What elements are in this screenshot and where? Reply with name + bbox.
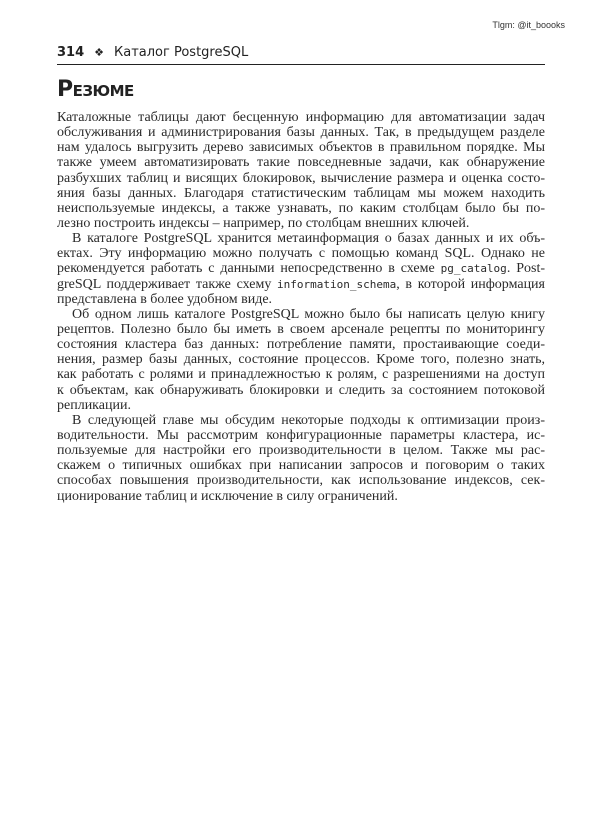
chapter-title: Каталог PostgreSQL xyxy=(114,45,249,60)
text-segment: нения, размер базы данных, состояние процессов. Кроме того, полезно знать, xyxy=(57,352,545,368)
text-segment: разбухших таблиц и висящих блокировок, вычисление размера и оценка состо- xyxy=(57,170,545,186)
text-segment: лезно построить индексы – например, по столбцам внешних ключей. xyxy=(57,215,470,231)
text-segment: неиспользуемые индексы, а также узнавать, по каким столбцам было бы по- xyxy=(57,200,545,216)
text-line xyxy=(57,140,545,155)
text-line xyxy=(57,307,545,322)
text-segment: В следующей главе мы обсудим некоторые подходы к оптимизации произ- xyxy=(72,412,545,428)
text-line xyxy=(57,322,545,337)
text-line xyxy=(57,367,545,382)
text-segment: к объектам, как обнаруживать блокировки и следить за состоянием потоковой xyxy=(57,382,545,398)
text-segment: В каталоге PostgreSQL хранится метаинформация о базах данных и их объ- xyxy=(72,231,545,247)
text-segment: Об одном лишь каталоге PostgreSQL можно было бы написать целую книгу xyxy=(72,306,545,322)
text-line xyxy=(57,352,545,367)
text-line xyxy=(57,398,545,413)
text-line xyxy=(57,110,545,125)
text-segment: представлена в более удобном виде. xyxy=(57,291,273,307)
text-segment: . Post- xyxy=(506,261,545,277)
inline-code: information_schema xyxy=(277,277,397,291)
text-line xyxy=(57,383,545,398)
text-segment: greSQL поддерживает также схему xyxy=(57,276,278,292)
text-line xyxy=(57,186,545,201)
text-line xyxy=(57,231,545,246)
text-line xyxy=(57,473,545,488)
text-segment: способах повышения производительности, как использование индексов, сек- xyxy=(57,473,545,489)
watermark: Tlgm: @it_boooks xyxy=(492,20,565,30)
text-segment: ционирование таблиц и исключение в силу ограничений. xyxy=(57,488,398,504)
text-line xyxy=(57,155,545,170)
text-segment: состояния кластера баз данных: потребление памяти, простаивающие соеди- xyxy=(57,337,545,353)
running-header xyxy=(57,45,545,65)
page-number: 314 xyxy=(57,45,85,60)
text-line xyxy=(57,443,545,458)
text-line xyxy=(57,261,545,276)
text-segment: обслуживания и администрирования базы данных. Так, в предыдущем разделе xyxy=(57,125,545,141)
text-line xyxy=(57,125,545,140)
text-segment: водительности. Мы рассмотрим конфигурационные параметры кластера, ис- xyxy=(57,427,545,443)
text-segment: яния базы данных. Благодаря статистическим таблицам мы можем находить xyxy=(57,185,545,201)
text-segment: ектах. Эту информацию можно получать с помощью команд SQL. Однако не xyxy=(57,246,545,262)
text-segment: как работать с ролями и принадлежностью к ролям, с разрешениями на доступ xyxy=(57,367,545,383)
text-line xyxy=(57,292,545,307)
text-line xyxy=(57,458,545,473)
text-segment: , в которой информация xyxy=(396,276,545,292)
text-line xyxy=(57,216,545,231)
text-line xyxy=(57,428,545,443)
text-segment: Каталожные таблицы дают бесценную информацию для автоматизации задач xyxy=(57,110,545,125)
text-line xyxy=(57,277,545,292)
text-segment: скажем о типичных ошибках при написании запросов и поговорим о таких xyxy=(57,458,545,474)
inline-code: pg_catalog xyxy=(440,262,507,276)
diamond-separator-icon: ❖ xyxy=(94,46,105,59)
text-segment: также умеем автоматизировать такие повседневные задачи, как обнаружение xyxy=(57,155,545,171)
text-line xyxy=(57,171,545,186)
text-segment: рецептов. Полезно было бы иметь в своем арсенале рецепты по мониторингу xyxy=(57,321,545,337)
text-segment: рекомендуется работать с данными непосредственно в схеме xyxy=(57,261,441,277)
text-line xyxy=(57,413,545,428)
text-line xyxy=(57,337,545,352)
text-line xyxy=(57,246,545,261)
text-line xyxy=(57,489,545,504)
text-segment: нам удалось выгрузить дерево зависимых объектов в правильном порядке. Мы xyxy=(57,140,545,156)
text-segment: пользуемые для настройки его производительности в целом. Также мы рас- xyxy=(57,443,545,459)
section-title: Резюме xyxy=(57,77,134,102)
body-text xyxy=(57,110,545,504)
text-segment: репликации. xyxy=(57,397,131,413)
text-line xyxy=(57,201,545,216)
